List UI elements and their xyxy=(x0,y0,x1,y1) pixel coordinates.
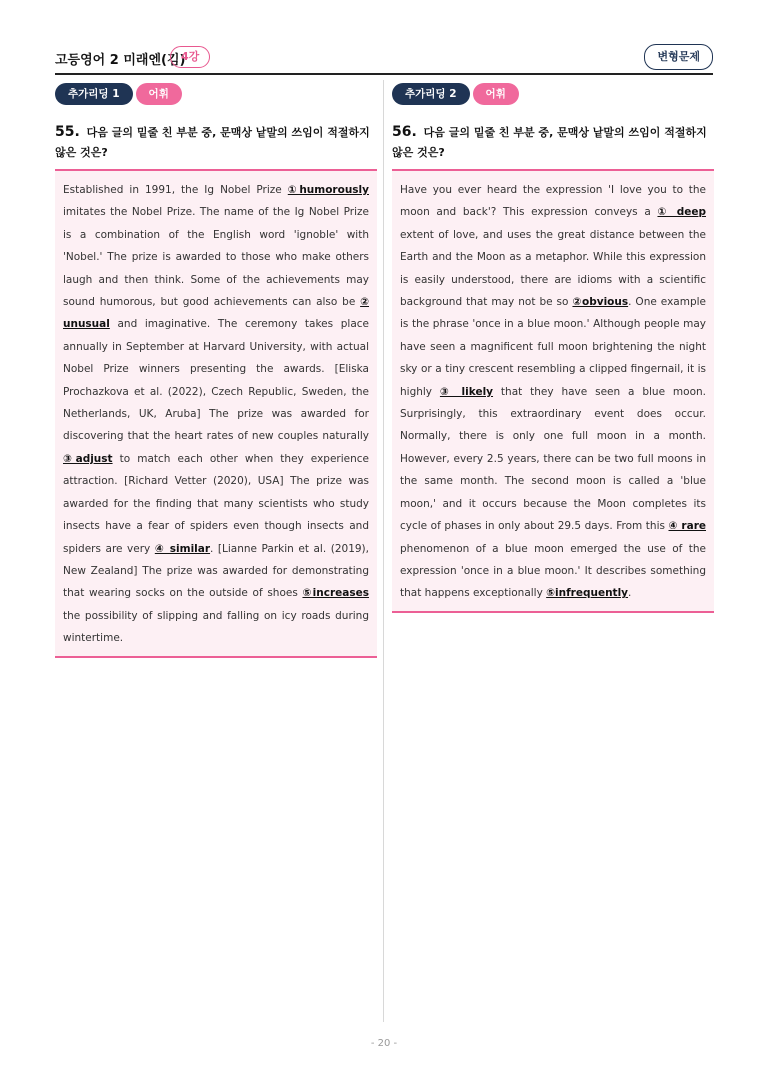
passage-text: Established in 1991, the Ig Nobel Prize xyxy=(63,184,288,196)
underlined-choice-5: ⑤infrequently xyxy=(546,587,629,600)
passage-text: and imaginative. The ceremony takes place annually in September at Harvard University, with actual Nobel Prize winners presenting the awards. [Eliska Prochazkova et al. (2022), Czech Republic, Sweden, the Netherlands, UK, Aruba] The prize was awarded for discovering that the heart rates of new couples naturally xyxy=(63,318,369,443)
reading-tag: 추가리딩 2 xyxy=(392,83,470,105)
question-prompt xyxy=(55,122,377,163)
lesson-badge: 4강 xyxy=(170,46,210,68)
underlined-choice-2: ②obvious xyxy=(572,296,629,309)
passage-text: the possibility of slipping and falling on icy roads during wintertime. xyxy=(63,609,369,645)
header-rule xyxy=(55,73,713,75)
underlined-choice-5: ⑤increases xyxy=(302,587,369,600)
question-prompt xyxy=(392,122,714,163)
question-number: 56. xyxy=(392,124,417,140)
passage-text: to match each other when they experience attraction. [Richard Vetter (2020), USA] The prize was awarded for the finding that many scientists who study insects have a fear of spiders even though insects and spiders are very xyxy=(63,452,369,555)
underlined-choice-2: ② unusual xyxy=(63,296,369,331)
question-text: 다음 글의 밑줄 친 부분 중, 문맥상 낱말의 쓰임이 적절하지 않은 것은? xyxy=(392,126,707,159)
underlined-choice-3: ③ likely xyxy=(439,385,494,398)
textbook-title: 고등영어 2 미래엔(김) xyxy=(55,53,186,68)
question-tags xyxy=(55,83,377,105)
passage-box xyxy=(55,171,377,656)
passage-text: . [Lianne Parkin et al. (2019), New Zealand] The prize was awarded for demonstrating that wearing socks on the outside of shoes xyxy=(63,542,369,600)
variant-badge: 변형문제 xyxy=(644,44,713,70)
underlined-choice-1: ①humorously xyxy=(287,184,369,196)
underlined-choice-4: ④ similar xyxy=(154,542,211,555)
passage-bottom-rule xyxy=(392,611,714,613)
underlined-choice-1: ① deep xyxy=(657,206,706,219)
question-56-column xyxy=(392,83,714,613)
passage-text: . One example is the phrase 'once in a blue moon.' Although people may have seen a magnificent full moon brightening the night sky or a tiny crescent resembling a clipped fingernail, it is highly xyxy=(400,296,706,398)
question-text: 다음 글의 밑줄 친 부분 중, 문맥상 낱말의 쓰임이 적절하지 않은 것은? xyxy=(55,126,370,159)
question-tags xyxy=(392,83,714,105)
passage-text: that they have seen a blue moon. Surprisingly, this extraordinary event does occur. Normally, there is only one full moon in a month. However, every 2.5 years, there can be two full moons in the same month. The second moon is called a 'blue moon,' and it occurs because the Moon completes its cycle of phases in only about 29.5 days. From this xyxy=(400,385,706,533)
page-header xyxy=(55,44,713,72)
question-number: 55. xyxy=(55,124,80,140)
passage-text: phenomenon of a blue moon emerged the use of the expression 'once in a blue moon.' It describes something that happens exceptionally xyxy=(400,542,706,600)
vocab-tag: 어휘 xyxy=(136,83,182,105)
question-55-column xyxy=(55,83,377,658)
passage-text: extent of love, and uses the great distance between the Earth and the Moon as a metaphor. While this expression is easily understood, there are idioms with a scientific background that may not be so xyxy=(400,228,706,309)
passage-bottom-rule xyxy=(55,656,377,658)
reading-tag: 추가리딩 1 xyxy=(55,83,133,105)
passage-text: Have you ever heard the expression 'I love you to the moon and back'? This expression conveys a xyxy=(400,184,706,219)
passage-text: . xyxy=(628,587,632,600)
vocab-tag: 어휘 xyxy=(473,83,519,105)
underlined-choice-4: ④ rare xyxy=(668,520,706,533)
passage-box xyxy=(392,171,714,611)
underlined-choice-3: ③adjust xyxy=(63,452,113,465)
page-number: - 20 - xyxy=(370,1038,398,1049)
passage-text: imitates the Nobel Prize. The name of the Ig Nobel Prize is a combination of the English word 'ignoble' with 'Nobel.' The prize is awarded to those who make others laugh and then think. Some of the achievements may sound humorous, but good achievements can also be xyxy=(63,206,369,309)
column-divider xyxy=(383,80,384,1022)
